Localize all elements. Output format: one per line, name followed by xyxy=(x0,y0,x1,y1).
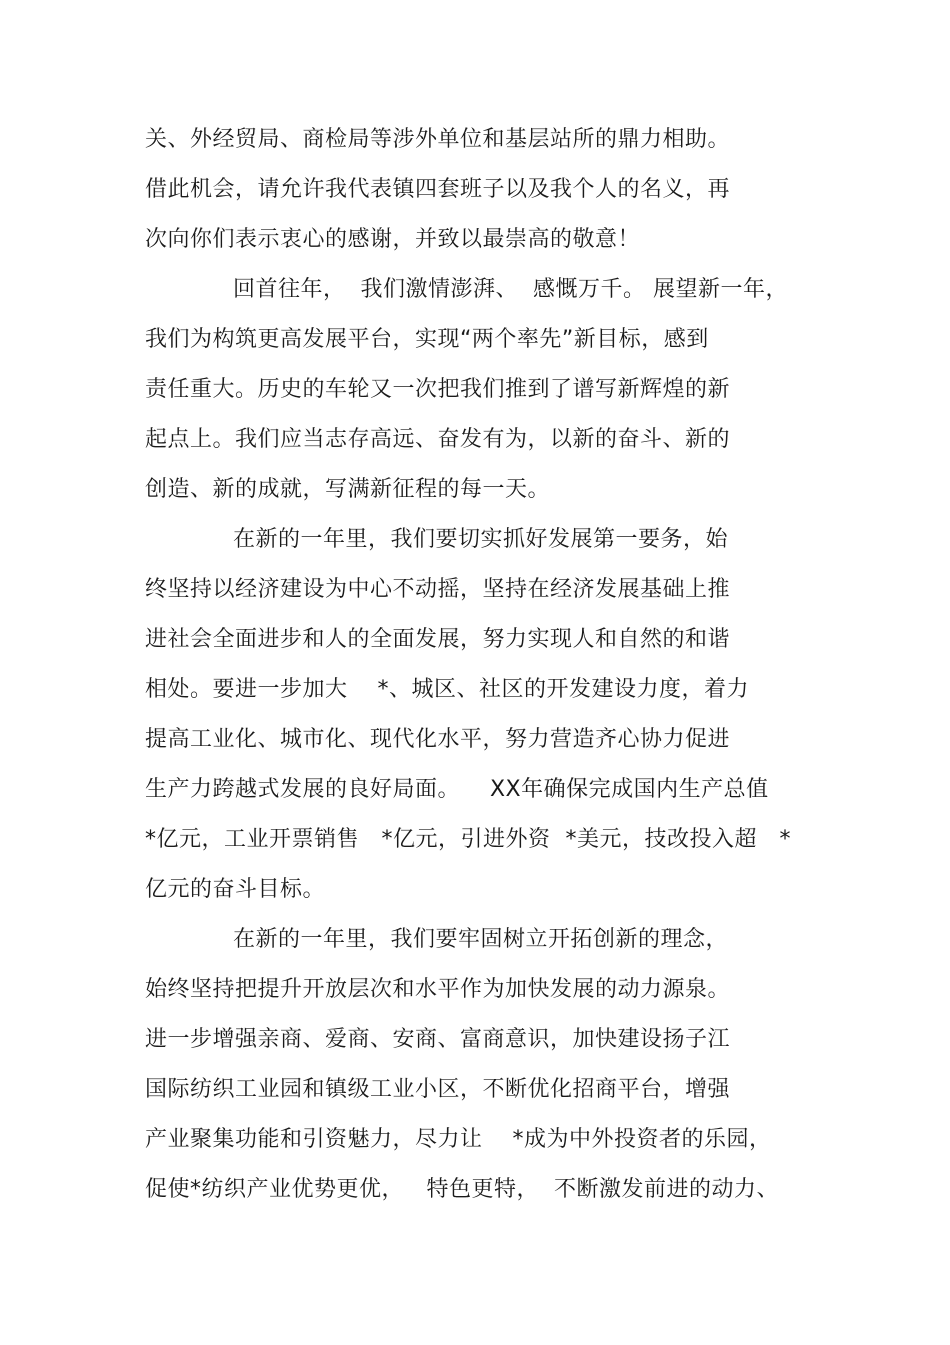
text-line: 次向你们表示衷心的感谢，并致以最崇高的敬意！ xyxy=(145,227,641,252)
text-line: 起点上。我们应当志存高远、奋发有为，以新的奋斗、新的 xyxy=(145,427,731,452)
text-line: *亿元，工业开票销售 *亿元，引进外资 *美元，技改投入超 * xyxy=(145,827,791,852)
text-line: 进社会全面进步和人的全面发展，努力实现人和自然的和谐 xyxy=(145,627,731,652)
text-line: 提高工业化、城市化、现代化水平，努力营造齐心协力促进 xyxy=(145,727,731,752)
text-line: 关、外经贸局、商检局等涉外单位和基层站所的鼎力相助。 xyxy=(145,127,731,152)
text-line: 借此机会，请允许我代表镇四套班子以及我个人的名义，再 xyxy=(145,177,731,202)
text-line: 亿元的奋斗目标。 xyxy=(145,877,326,902)
text-line: 终坚持以经济建设为中心不动摇，坚持在经济发展基础上推 xyxy=(145,577,731,602)
paragraph-start-line: 在新的一年里，我们要牢固树立开拓创新的理念， xyxy=(233,927,729,952)
text-line: 国际纺织工业园和镇级工业小区，不断优化招商平台，增强 xyxy=(145,1077,731,1102)
text-line: 始终坚持把提升开放层次和水平作为加快发展的动力源泉。 xyxy=(145,977,731,1002)
text-line: 我们为构筑更高发展平台，实现“两个率先”新目标，感到 xyxy=(145,327,709,352)
text-line: 进一步增强亲商、爱商、安商、富商意识，加快建设扬子江 xyxy=(145,1027,731,1052)
text-line: 创造、新的成就，写满新征程的每一天。 xyxy=(145,477,551,502)
text-line: 生产力跨越式发展的良好局面。 XX年确保完成国内生产总值 xyxy=(145,777,769,802)
text-line: 责任重大。历史的车轮又一次把我们推到了谱写新辉煌的新 xyxy=(145,377,731,402)
text-line: 产业聚集功能和引资魅力，尽力让 *成为中外投资者的乐园， xyxy=(145,1127,772,1152)
paragraph-start-line: 在新的一年里，我们要切实抓好发展第一要务，始 xyxy=(233,527,729,552)
paragraph-start-line: 回首往年， 我们激情澎湃、 感慨万千。 展望新一年， xyxy=(233,277,788,302)
text-line: 促使*纺织产业优势更优， 特色更特， 不断激发前进的动力、 xyxy=(145,1177,779,1202)
text-line: 相处。要进一步加大 *、城区、社区的开发建设力度，着力 xyxy=(145,677,749,702)
